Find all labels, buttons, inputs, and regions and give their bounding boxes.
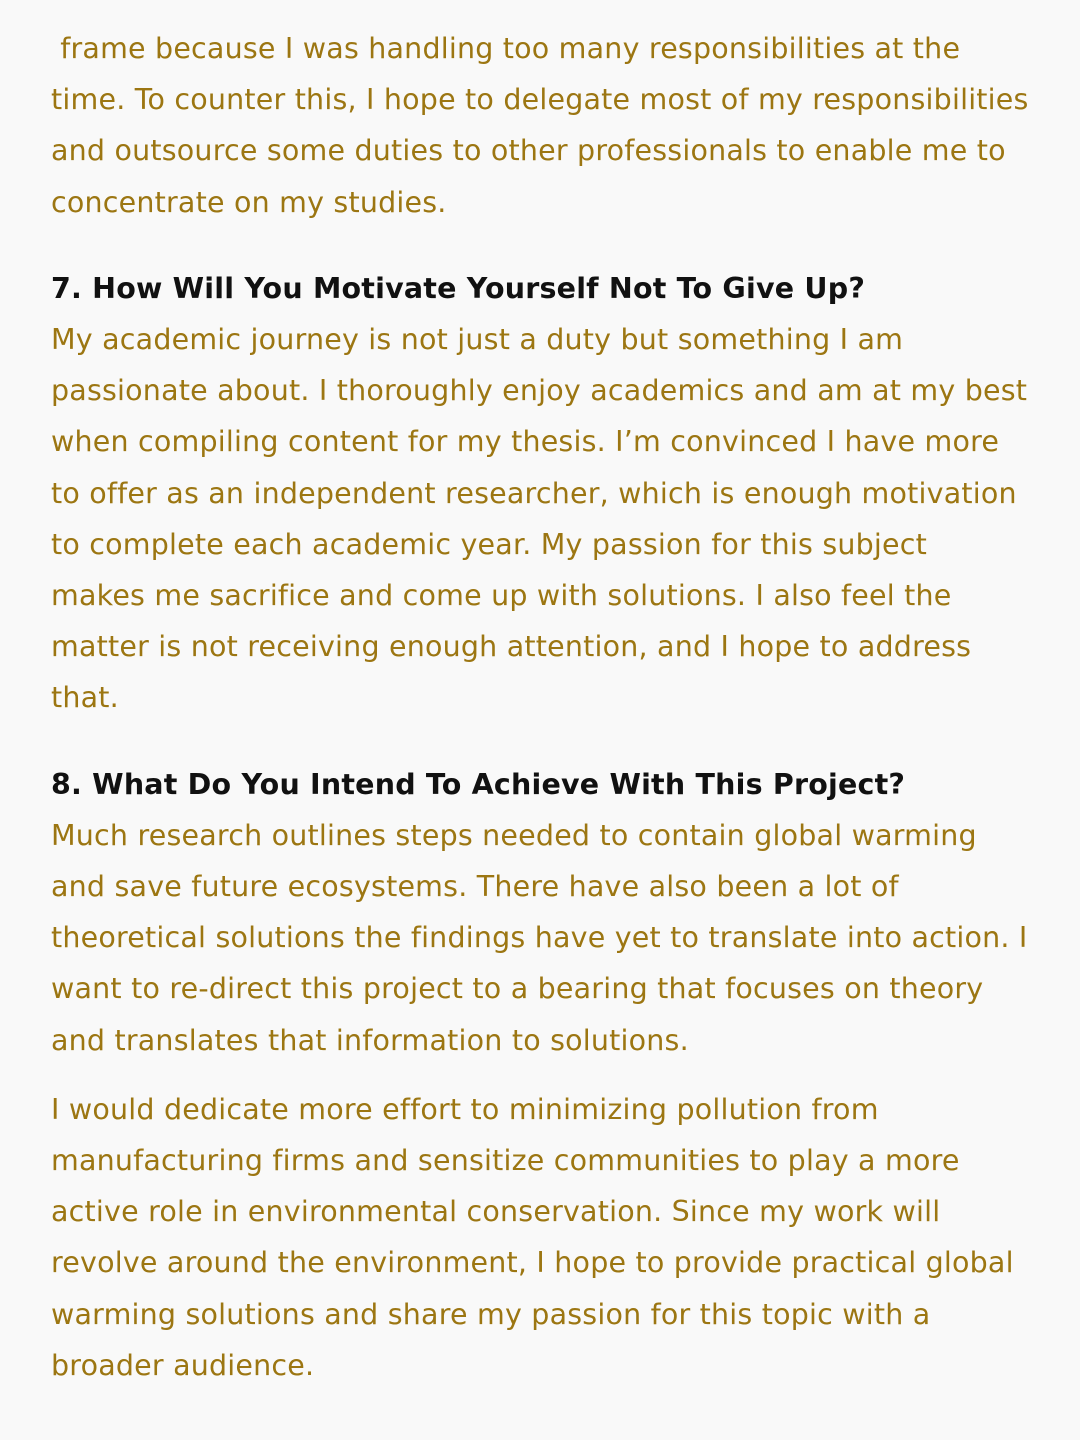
question-7-heading: 7. How Will You Motivate Yourself Not To Give Up? [51, 271, 866, 305]
paragraph-spacer [51, 1066, 1030, 1084]
question-8-answer-paragraph-2: I would dedicate more effort to minimizing pollution from manufacturing firms and sensitize communities to play a more active role in environmental conservation. Since my work will revolve around the environment, I hope to provide practical global warming solutions and share my passion for this topic with a broader audience. [51, 1092, 1023, 1382]
section-spacer [51, 228, 1030, 263]
question-8-heading: 8. What Do You Intend To Achieve With This Project? [51, 767, 906, 801]
section-spacer [51, 724, 1030, 759]
paragraph-intro: frame because I was handling too many responsibilities at the time. To counter this, I hope to delegate most of my responsibilities and outsource some duties to other professionals to enable me to concentrate on my studies. [51, 32, 1038, 219]
question-7-answer: My academic journey is not just a duty but something I am passionate about. I thoroughly enjoy academics and am at my best when compiling content for my thesis. I’m convinced I have more to offer as an independent researcher, which is enough motivation to complete each academic year. My passion for this subject makes me sacrifice and come up with solutions. I also feel the matter is not receiving enough attention, and I hope to address that. [51, 323, 1037, 715]
question-8-answer-paragraph-1: Much research outlines steps needed to contain global warming and save future ecosystems. There have also been a lot of theoretical solutions the findings have yet to translate into action. I want to re-direct this project to a bearing that focuses on theory and translates that information to solutions. [51, 818, 1037, 1057]
